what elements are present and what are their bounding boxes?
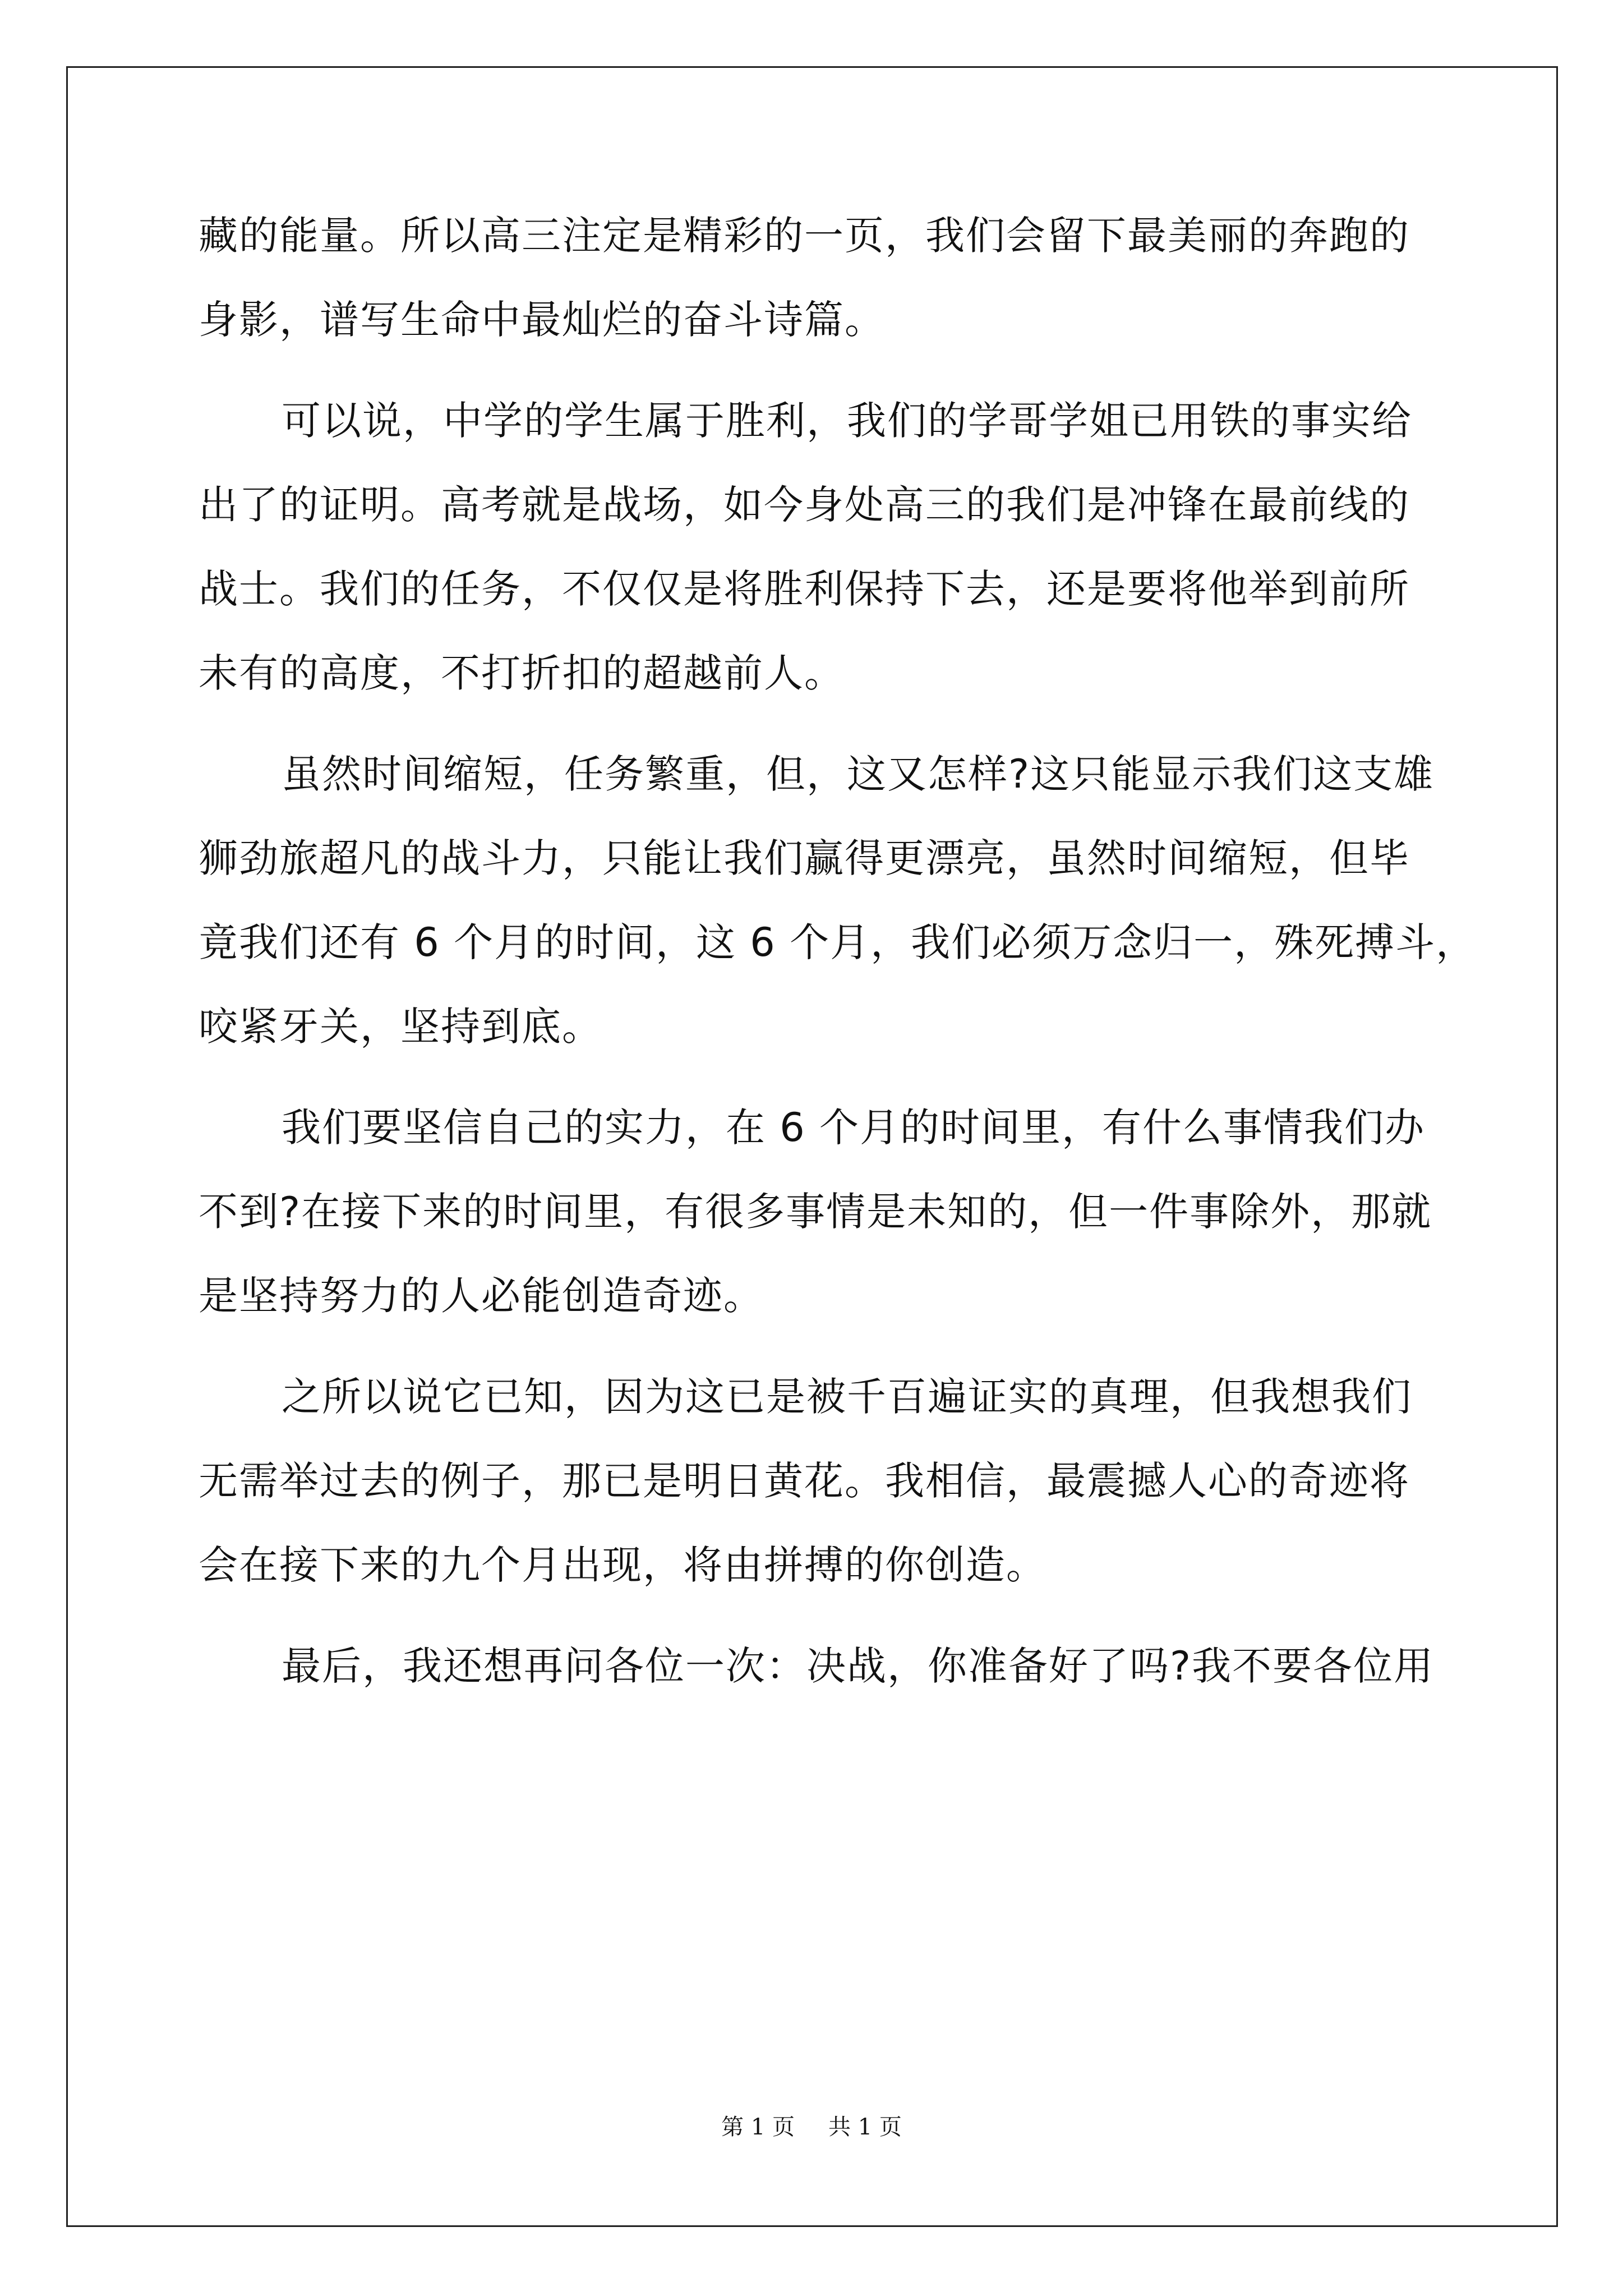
text-line: 狮劲旅超凡的战斗力，只能让我们赢得更漂亮，虽然时间缩短，但毕 <box>199 835 1410 881</box>
text-line: 会在接下来的九个月出现，将由拼搏的你创造。 <box>199 1542 1046 1588</box>
paragraph-first-line: 最后，我还想再问各位一次：决战，你准备好了吗?我不要各位用 <box>282 1643 1435 1689</box>
paragraph-first-line: 之所以说它已知，因为这已是被千百遍证实的真理，但我想我们 <box>282 1374 1412 1420</box>
page-count: 共 1 页 <box>828 2114 902 2140</box>
paragraph-first-line: 我们要坚信自己的实力，在 6 个月的时间里，有什么事情我们办 <box>282 1105 1426 1151</box>
paragraph-first-line: 可以说，中学的学生属于胜利，我们的学哥学姐已用铁的事实给 <box>282 398 1412 444</box>
text-line: 出了的证明。高考就是战场，如今身处高三的我们是冲锋在最前线的 <box>199 482 1410 528</box>
text-line: 无需举过去的例子，那已是明日黄花。我相信，最震撼人心的奇迹将 <box>199 1458 1410 1504</box>
text-line: 咬紧牙关，坚持到底。 <box>199 1004 602 1050</box>
paragraph-first-line: 虽然时间缩短，任务繁重，但，这又怎样?这只能显示我们这支雄 <box>282 751 1435 797</box>
text-line: 未有的高度，不打折扣的超越前人。 <box>199 650 845 696</box>
text-line: 不到?在接下来的时间里，有很多事情是未知的，但一件事除外，那就 <box>199 1189 1432 1235</box>
text-line: 藏的能量。所以高三注定是精彩的一页，我们会留下最美丽的奔跑的 <box>199 213 1410 259</box>
text-line: 是坚持努力的人必能创造奇迹。 <box>199 1273 764 1319</box>
text-line: 战士。我们的任务，不仅仅是将胜利保持下去，还是要将他举到前所 <box>199 566 1410 612</box>
page-footer <box>0 2109 1623 2141</box>
text-line: 竟我们还有 6 个月的时间，这 6 个月，我们必须万念归一，殊死搏斗， <box>199 919 1477 965</box>
page-number: 第 1 页 <box>721 2114 795 2140</box>
text-line: 身影，谱写生命中最灿烂的奋斗诗篇。 <box>199 297 885 343</box>
